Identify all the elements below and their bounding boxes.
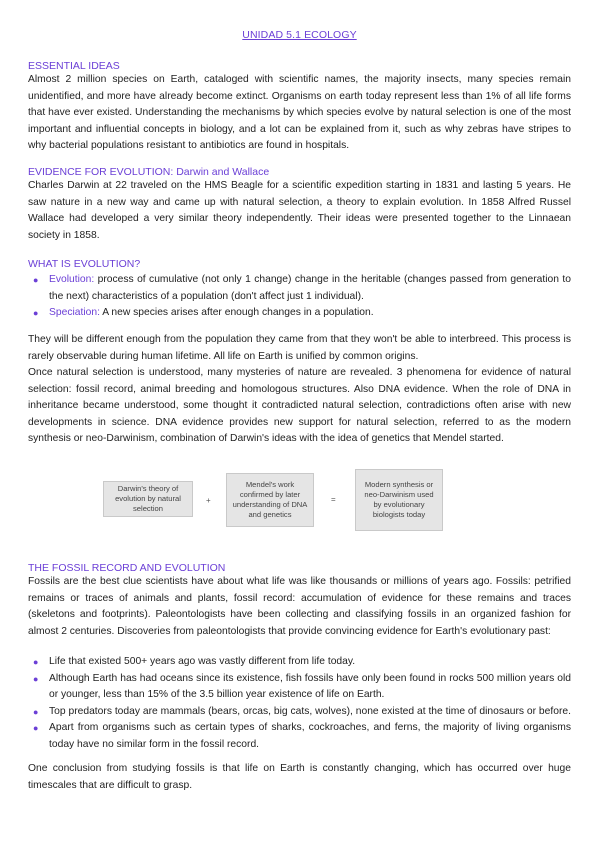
paragraph-fossils: Fossils are the best clue scientists have about what life was like thousands or millions of years ago. Fossils: petrified remains or traces of animals and plants, fossil record: accumulation of evidence for these remains and traces (skeletons and footprints). Paleontologists have been collecting and classifying fossils in an organized fashion for almost 2 centuries. Discoveries from paleontologists that provide convincing evidence for Earth's evolutionary past:: [28, 576, 571, 637]
list-item: ● Apart from organisms such as certain types of sharks, cockroaches, and ferns, the majority of living organisms today have no similar form in the fossil record.: [33, 722, 571, 750]
paragraph-essential-ideas: Almost 2 million species on Earth, cataloged with scientific names, the majority insects, many species remain unidentified, and more have already become extinct. Organisms on earth today represent less than 1% of all life forms that have ever existed. Understanding the mechanisms by which species evolve by natural selection is one of the most important and influential concepts in biology, and a lot can be explained from it, such as why zebras have stripes to why bacterial populations resistant to antibiotics are found in hospitals.: [28, 74, 571, 151]
bullet-icon: ●: [33, 706, 39, 717]
document-title: UNIDAD 5.1 ECOLOGY: [242, 29, 357, 41]
list-item: ● Top predators today are mammals (bears, orcas, big cats, wolves), none existed at the time of dinosaurs or before.: [28, 704, 571, 721]
plus-sign: +: [206, 496, 211, 505]
equals-sign: =: [331, 495, 336, 504]
paragraph-interbreeding: They will be different enough from the population they came from that they won't be able to interbreed. This process is rarely observable during human lifetime. All life on Earth is unified by common origins.: [28, 334, 571, 362]
paragraph-darwin-wallace: Charles Darwin at 22 traveled on the HMS Beagle for a scientific expedition starting in 1831 and lasting 5 years. He saw nature in a new way and came up with natural selection, a theory to explain evolution. In 1858 Alfred Russel Wallace had developed a very similar theory independently. Their ideas were presented together to the Linnaean society in 1858.: [28, 180, 571, 241]
list-item: [28, 305, 571, 322]
definitions-list: [28, 272, 571, 322]
paragraph-natural-selection-evidence: Once natural selection is understood, many mysteries of nature are revealed. 3 phenomena for evidence of natural selection: fossil record, animal breeding and homologous structures. Also DNA evidence. When the role of DNA in inheritance became understood, some thought it contradicted natural selection, contradictions often arise with new developments in science. DNA evidence provides new support for natural selection, referred to as the modern synthesis or neo-Darwinism, combination of Darwin's ideas with the idea of genetics that Mendel started.: [28, 367, 571, 444]
definition-evolution: process of cumulative (not only 1 change) change in the heritable (changes passed from generation to the next) characteristics of a population (don't affect just 1 individual).: [49, 274, 571, 302]
list-item: ● Life that existed 500+ years ago was vastly different from life today.: [28, 654, 571, 671]
bullet-icon: ●: [33, 275, 39, 285]
list-item: ● Although Earth has had oceans since its existence, fish fossils have only been found in rocks 500 million years old or younger, less than 15% of the 3.5 billion year existence of life on Earth.: [33, 672, 571, 700]
bullet-icon: ●: [33, 723, 39, 733]
bullet-icon: ●: [33, 673, 39, 684]
bullet-icon: ●: [33, 308, 39, 318]
modern-synthesis-box: Modern synthesis or neo-Darwinism used by evolutionary biologists today: [355, 469, 443, 531]
heading-essential-ideas: ESSENTIAL IDEAS: [28, 60, 120, 72]
bullet-icon: ●: [33, 657, 39, 667]
darwin-theory-box: Darwin's theory of evolution by natural selection: [103, 481, 193, 517]
mendel-work-box: Mendel's work confirmed by later understanding of DNA and genetics: [226, 473, 314, 527]
paragraph-conclusion: One conclusion from studying fossils is that life on Earth is constantly changing, which has occurred over huge timescales that are difficult to grasp.: [28, 763, 571, 791]
term-evolution: Evolution:: [49, 274, 95, 285]
heading-what-is-evolution: WHAT IS EVOLUTION?: [28, 258, 141, 270]
fossil-evidence-list: [28, 654, 571, 753]
heading-fossil-record: THE FOSSIL RECORD AND EVOLUTION: [28, 562, 226, 574]
term-speciation: Speciation:: [49, 307, 100, 318]
list-item: [28, 272, 571, 305]
heading-evidence-for-evolution: EVIDENCE FOR EVOLUTION: Darwin and Wallace: [28, 166, 270, 178]
definition-speciation: A new species arises after enough changes in a population.: [99, 307, 374, 318]
modern-synthesis-diagram: [103, 469, 443, 531]
